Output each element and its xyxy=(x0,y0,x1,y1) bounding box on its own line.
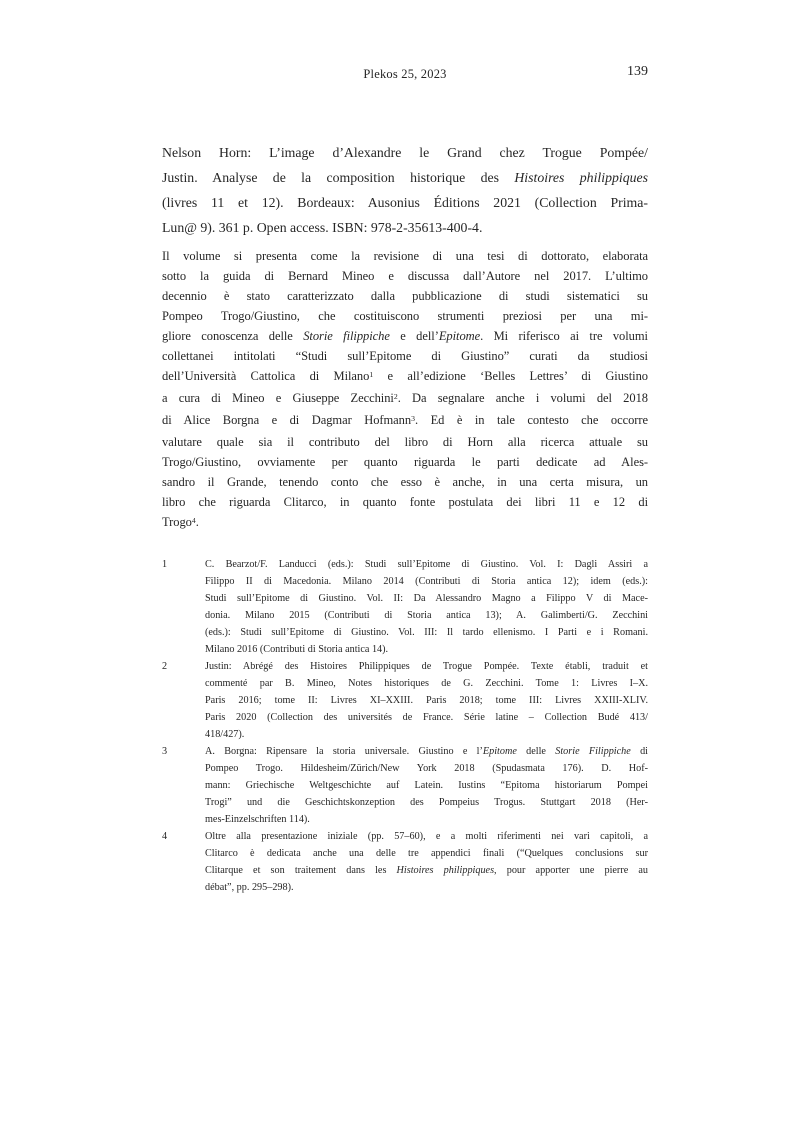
footnote-number: 4 xyxy=(162,831,168,842)
text-line: Nelson Horn: L’image d’Alexandre le Grand chez Trogue Pompée/ xyxy=(162,145,648,160)
text-line: (eds.): Studi sull’Epitome di Giustino. Vol. III: Il tardo ellenismo. I Parti e i Romani. xyxy=(205,627,648,638)
text-line: sandro il Grande, tenendo conto che esso è anche, in una certa misura, un xyxy=(162,475,648,489)
text-line: Justin. Analyse de la composition historique des Histoires philippiques xyxy=(162,170,648,185)
text-line: Paris 2016; tome II: Livres XI–XXIII. Paris 2018; tome III: Livres XXIII-XLIV. xyxy=(205,695,648,706)
text-line: Clitarque et son traitement dans les Histoires philippiques, pour apporter une pierre au xyxy=(205,865,648,876)
text-line: collettanei intitolati “Studi sull’Epitome di Giustino” curati da studiosi xyxy=(162,349,648,363)
footnote xyxy=(162,658,648,743)
text-line: mes-Einzelschriften 114). xyxy=(205,814,310,825)
text-line: valutare quale sia il contributo del libro di Horn alla ricerca attuale su xyxy=(162,435,648,449)
text-line: a cura di Mineo e Giuseppe Zecchini$^2$. Da segnalare anche i volumi del 2018 xyxy=(162,391,648,405)
text-line: decennio è stato caratterizzato dalla pubblicazione di studi sistematici su xyxy=(162,289,648,303)
footnote-marker: 4 xyxy=(191,515,196,525)
page-number: 139 xyxy=(627,64,648,79)
footnote xyxy=(162,743,648,828)
text-line: A. Borgna: Ripensare la storia universale. Giustino e l’Epitome delle Storie Filippiche di xyxy=(205,746,648,757)
text-line: Trogi” und die Geschichtskonzeption des Pompeius Trogus. Stuttgart 2018 (Her- xyxy=(205,797,648,808)
text-line: commenté par B. Mineo, Notes historiques de G. Zecchini. Tome 1: Livres I–X. xyxy=(205,678,648,689)
text-line: mann: Griechische Weltgeschichte auf Latein. Iustins “Epitoma historiarum Pompei xyxy=(205,780,648,791)
italic-text: Epitome xyxy=(482,746,517,757)
text-line: Lun@ 9). 361 p. Open access. ISBN: 978-2-35613-400-4. xyxy=(162,220,483,235)
footnote-text xyxy=(205,658,648,743)
footnote xyxy=(162,556,648,658)
italic-text: Storie filippiche xyxy=(303,329,390,343)
text-line: Milano 2016 (Contributi di Storia antica 14). xyxy=(205,644,389,655)
italic-text: Histoires philippiques xyxy=(514,170,648,185)
footnote-text xyxy=(205,828,648,896)
footnote-text xyxy=(205,743,648,828)
text-line: C. Bearzot/F. Landucci (eds.): Studi sull’Epitome di Giustino. Vol. I: Dagli Assiri a xyxy=(205,559,648,570)
footnotes-section xyxy=(162,556,648,896)
review-title xyxy=(162,140,648,240)
footnote-number: 2 xyxy=(162,661,168,672)
text-line: libro che riguarda Clitarco, in quanto fonte postulata dei libri 11 e 12 di xyxy=(162,495,648,509)
text-line: débat”, pp. 295–298). xyxy=(205,882,294,893)
text-line: Trogo/Giustino, ovviamente per quanto riguarda le parti dedicate ad Ales- xyxy=(162,455,648,469)
text-line: Il volume si presenta come la revisione di una tesi di dottorato, elaborata xyxy=(162,249,648,263)
text-line: gliore conoscenza delle Storie filippiche e dell’Epitome. Mi riferisco ai tre volumi xyxy=(162,329,648,343)
text-line: Studi sull’Epitome di Giustino. Vol. II: Da Alessandro Magno a Filippo V di Mace- xyxy=(205,593,648,604)
italic-text: Histoires philippiques xyxy=(396,865,495,876)
text-line: Oltre alla presentazione iniziale (pp. 57–60), e a molti riferimenti nei vari capitoli, a xyxy=(205,831,648,842)
text-line: Pompeo Trogo. Hildesheim/Zürich/New York 2018 (Spudasmata 176). D. Hof- xyxy=(205,763,648,774)
footnote-number: 3 xyxy=(162,746,168,757)
footnote-number: 1 xyxy=(162,559,168,570)
text-line: Filippo II di Macedonia. Milano 2014 (Contributi di Storia antica 12); idem (eds.): xyxy=(205,576,648,587)
text-line: Clitarco è dedicata anche una delle tre appendici finali (“Quelques conclusions sur xyxy=(205,848,648,859)
text-line: 418/427). xyxy=(205,729,245,740)
text-line: di Alice Borgna e di Dagmar Hofmann$^3$. Ed è in tale contesto che occorre xyxy=(162,413,649,427)
text-line: dell’Università Cattolica di Milano$^1$ e all’edizione ‘Belles Lettres’ di Giustino xyxy=(162,369,648,383)
text-line: Pompeo Trogo/Giustino, che costituiscono strumenti preziosi per una mi- xyxy=(162,309,648,323)
footnote-text xyxy=(205,556,648,658)
running-head: Plekos 25, 2023 xyxy=(363,67,447,81)
footnote-marker: 3 xyxy=(411,413,415,423)
text-line: sotto la guida di Bernard Mineo e discussa dall’Autore nel 2017. L’ultimo xyxy=(162,269,648,283)
italic-text: Epitome xyxy=(438,329,481,343)
footnote-marker: 2 xyxy=(393,391,398,401)
text-line: (livres 11 et 12). Bordeaux: Ausonius Éditions 2021 (Collection Prima- xyxy=(162,195,648,210)
italic-text: Storie Filippiche xyxy=(555,746,631,757)
text-line: Trogo$^4$. xyxy=(162,515,199,529)
text-line: Justin: Abrégé des Histoires Philippiques de Trogue Pompée. Texte établi, traduit et xyxy=(205,661,648,672)
review-body-paragraph xyxy=(162,246,648,534)
text-line: donia. Milano 2015 (Contributi di Storia antica 13); A. Galimberti/G. Zecchini xyxy=(205,610,648,621)
footnote-marker: 1 xyxy=(369,369,374,379)
footnote xyxy=(162,828,648,896)
text-line: Paris 2020 (Collection des universités de France. Série latine – Collection Budé 413/ xyxy=(205,712,648,723)
